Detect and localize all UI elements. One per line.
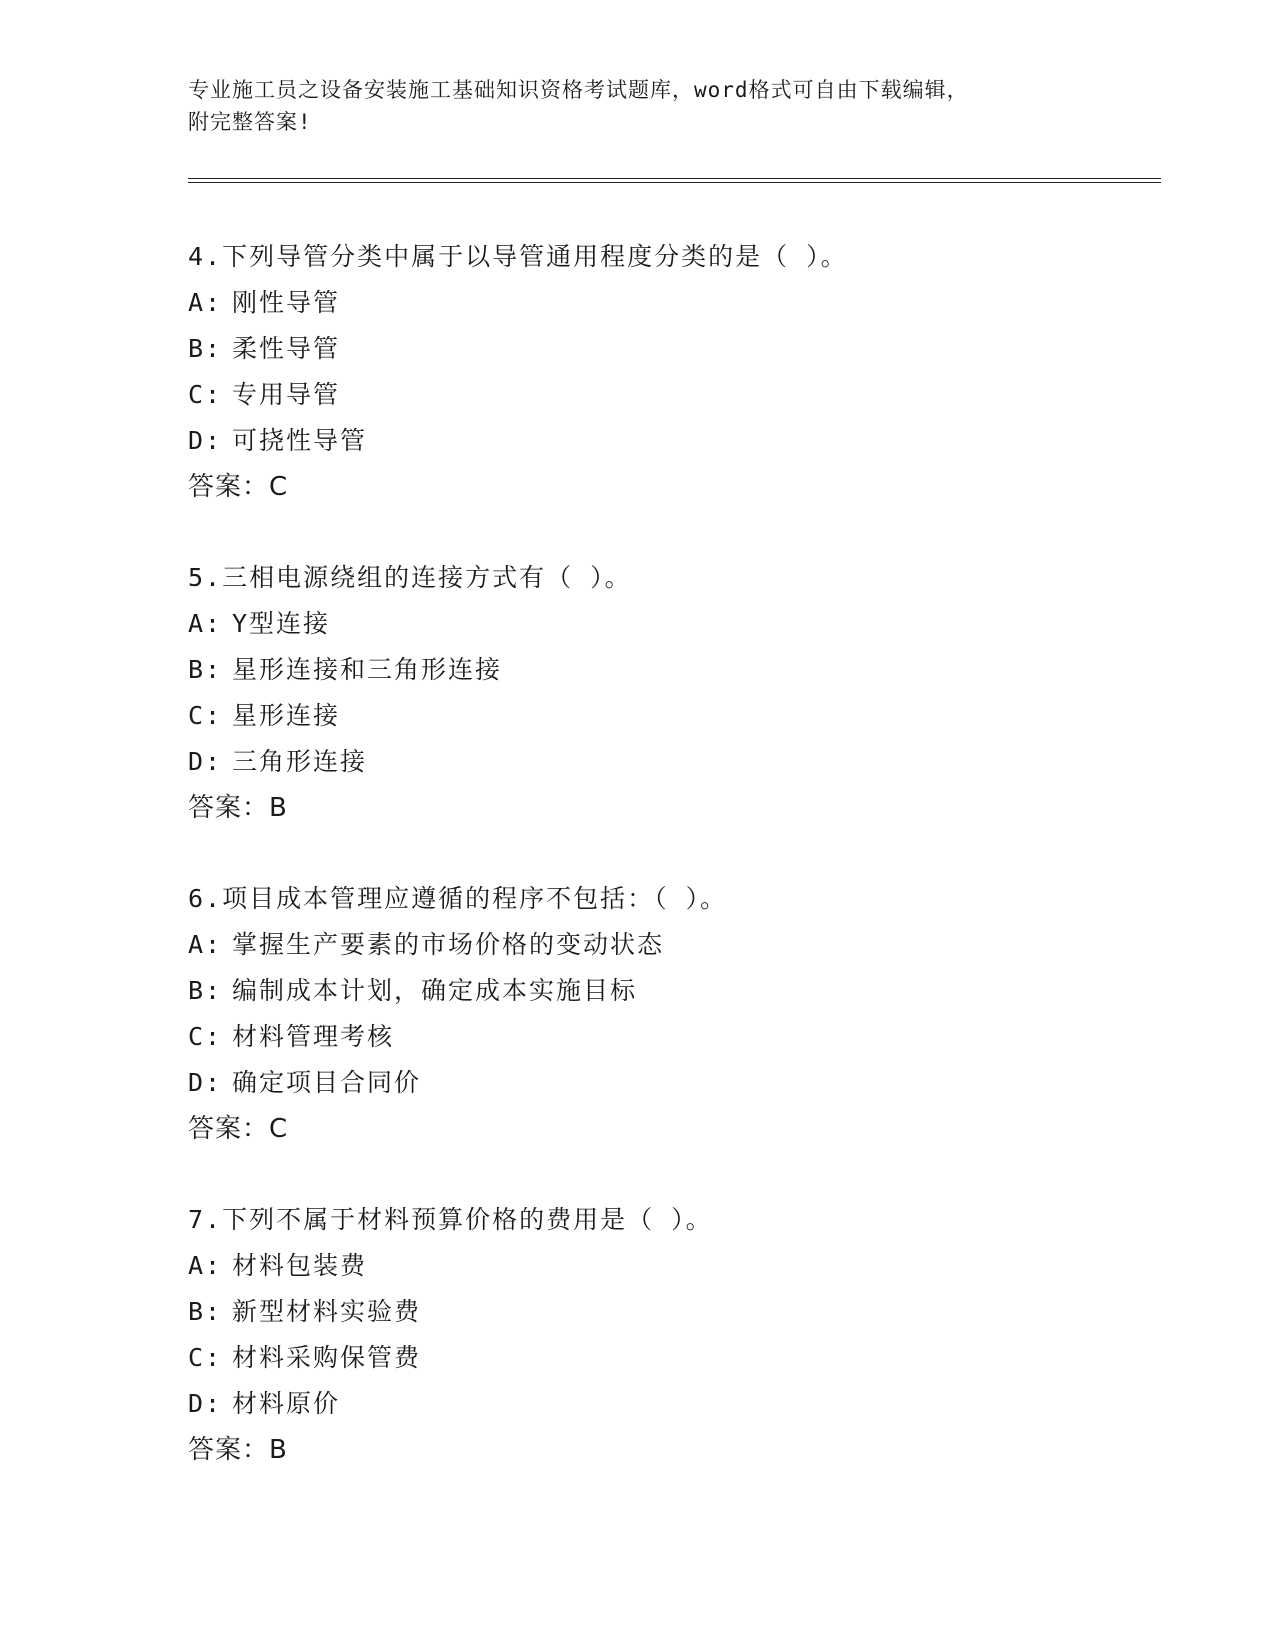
document-header [188,74,1088,138]
question-block [188,234,1138,510]
option-text: 星形连接 [232,701,341,730]
header-line-2: 附完整答案! [188,110,312,134]
option-b [188,1289,1138,1335]
option-c [188,1335,1138,1381]
option-key: A: [188,1251,223,1280]
question-stem: 7.下列不属于材料预算价格的费用是（ ）。 [188,1205,713,1234]
question-stem: 4.下列导管分类中属于以导管通用程度分类的是（ ）。 [188,242,848,271]
header-divider-bottom [188,182,1161,183]
question-block [188,1197,1138,1473]
option-key: C: [188,1022,223,1051]
option-text: 刚性导管 [232,288,341,317]
option-key: D: [188,426,223,455]
question-stem: 6.项目成本管理应遵循的程序不包括：（ ）。 [188,884,728,913]
option-key: B: [188,655,223,684]
answer-line: 答案：B [188,1435,288,1465]
option-text: 三角形连接 [232,747,368,776]
option-b [188,647,1138,693]
option-a [188,1243,1138,1289]
option-key: A: [188,288,223,317]
option-key: D: [188,1068,223,1097]
option-b [188,968,1138,1014]
option-text: 材料包装费 [232,1251,368,1280]
option-key: B: [188,334,223,363]
option-text: 材料采购保管费 [232,1343,422,1372]
answer-line: 答案：B [188,793,288,823]
option-c [188,693,1138,739]
option-d [188,1060,1138,1106]
option-key: C: [188,1343,223,1372]
option-c [188,372,1138,418]
option-a [188,280,1138,326]
option-a [188,601,1138,647]
option-d [188,418,1138,464]
option-key: B: [188,1297,223,1326]
option-text: 可挠性导管 [232,426,368,455]
question-stem: 5.三相电源绕组的连接方式有（ ）。 [188,563,632,592]
option-text: 星形连接和三角形连接 [232,655,503,684]
option-key: B: [188,976,223,1005]
option-text: 编制成本计划，确定成本实施目标 [232,976,638,1005]
option-key: D: [188,1389,223,1418]
option-text: Y型连接 [232,609,331,638]
header-divider-top [188,178,1161,179]
option-text: 掌握生产要素的市场价格的变动状态 [232,930,665,959]
option-text: 材料管理考核 [232,1022,395,1051]
question-block [188,876,1138,1152]
option-key: C: [188,701,223,730]
option-c [188,1014,1138,1060]
option-d [188,739,1138,785]
option-a [188,922,1138,968]
option-d [188,1381,1138,1427]
option-key: C: [188,380,223,409]
option-key: A: [188,609,223,638]
option-text: 确定项目合同价 [232,1068,422,1097]
option-text: 材料原价 [232,1389,341,1418]
option-text: 新型材料实验费 [232,1297,422,1326]
option-text: 柔性导管 [232,334,341,363]
answer-line: 答案：C [188,1114,289,1144]
header-line-1: 专业施工员之设备安装施工基础知识资格考试题库，word格式可自由下载编辑， [188,78,969,102]
option-text: 专用导管 [232,380,341,409]
option-key: A: [188,930,223,959]
question-block [188,555,1138,831]
option-key: D: [188,747,223,776]
answer-line: 答案：C [188,472,289,502]
option-b [188,326,1138,372]
